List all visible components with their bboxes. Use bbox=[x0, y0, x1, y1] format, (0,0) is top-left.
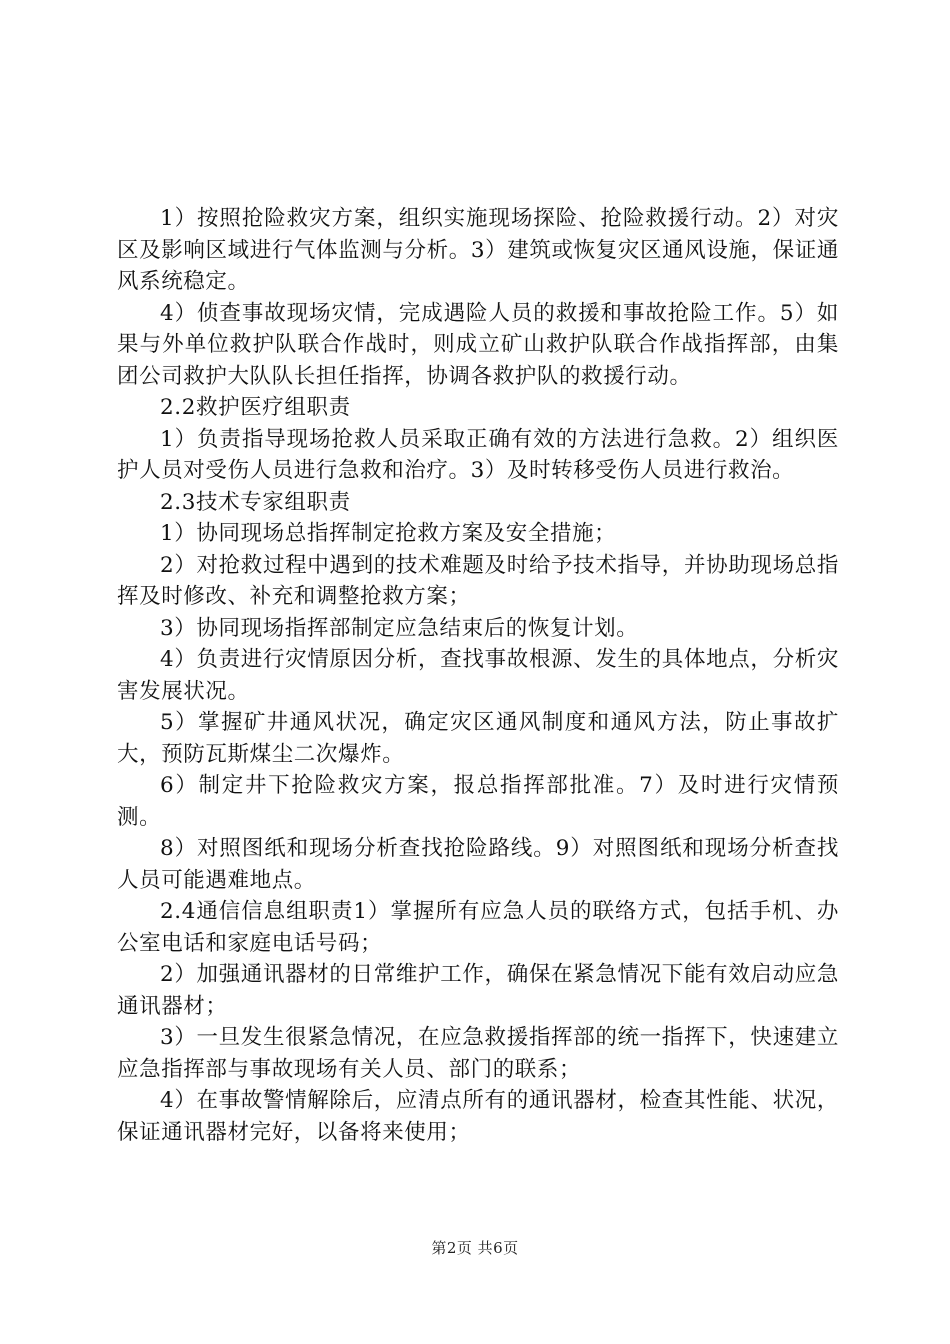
paragraph-10: 8）对照图纸和现场分析查找抢险路线。9）对照图纸和现场分析查找人员可能遇难地点。 bbox=[117, 836, 839, 893]
page-number-footer: 第2页 共6页 bbox=[431, 1239, 519, 1257]
paragraph-1: 1）按照抢险救灾方案，组织实施现场探险、抢险救援行动。2）对灾区及影响区域进行气体监测与分析。3）建筑或恢复灾区通风设施，保证通风系统稳定。 bbox=[117, 206, 839, 294]
paragraph-12: 3）一旦发生很紧急情况，在应急救援指挥部的统一指挥下，快速建立应急指挥部与事故现场有关人员、部门的联系； bbox=[117, 1025, 839, 1082]
paragraph-5: 2）对抢救过程中遇到的技术难题及时给予技术指导，并协助现场总指挥及时修改、补充和调整抢救方案； bbox=[117, 552, 839, 609]
document-body bbox=[117, 203, 839, 1148]
paragraph-3: 1）负责指导现场抢救人员采取正确有效的方法进行急救。2）组织医护人员对受伤人员进行急救和治疗。3）及时转移受伤人员进行救治。 bbox=[117, 426, 839, 483]
section-heading-2-4: 2.4通信信息组职责1）掌握所有应急人员的联络方式，包括手机、办公室电话和家庭电话号码； bbox=[117, 899, 839, 956]
section-heading-2-3: 2.3技术专家组职责 bbox=[160, 489, 351, 515]
paragraph-9: 6）制定井下抢险救灾方案，报总指挥部批准。7）及时进行灾情预测。 bbox=[117, 773, 839, 830]
paragraph-6: 3）协同现场指挥部制定应急结束后的恢复计划。 bbox=[160, 615, 639, 641]
paragraph-4: 1）协同现场总指挥制定抢救方案及安全措施； bbox=[160, 521, 617, 546]
paragraph-8: 5）掌握矿井通风状况，确定灾区通风制度和通风方法，防止事故扩大，预防瓦斯煤尘二次爆炸。 bbox=[117, 710, 839, 767]
paragraph-13: 4）在事故警情解除后，应清点所有的通讯器材，检查其性能、状况，保证通讯器材完好，以备将来使用； bbox=[117, 1088, 839, 1145]
paragraph-2: 4）侦查事故现场灾情，完成遇险人员的救援和事故抢险工作。5）如果与外单位救护队联合作战时，则成立矿山救护队联合作战指挥部，由集团公司救护大队队长担任指挥，协调各救护队的救援行动。 bbox=[117, 300, 839, 389]
paragraph-7: 4）负责进行灾情原因分析，查找事故根源、发生的具体地点，分析灾害发展状况。 bbox=[117, 647, 839, 704]
section-heading-2-2: 2.2救护医疗组职责 bbox=[160, 395, 351, 420]
paragraph-11: 2）加强通讯器材的日常维护工作，确保在紧急情况下能有效启动应急通讯器材； bbox=[117, 962, 839, 1019]
